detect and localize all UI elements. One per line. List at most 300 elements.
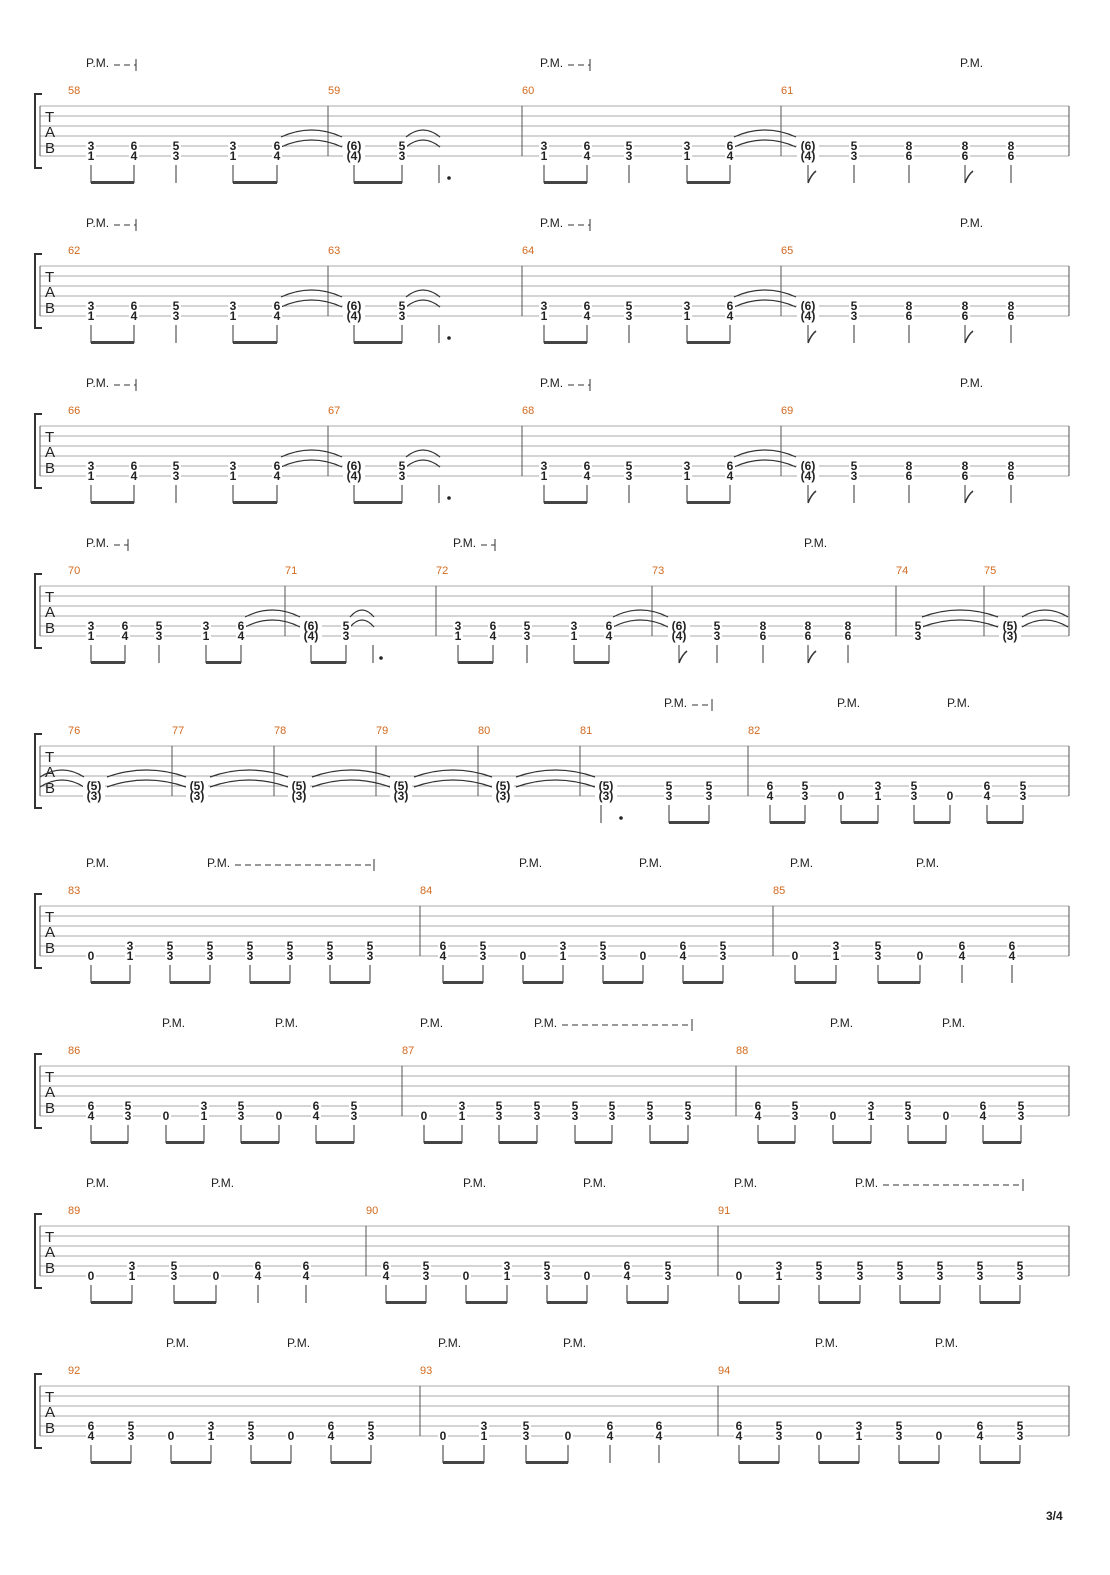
fret-number: 3 [559,939,567,953]
fret-number: 0 [167,1429,175,1443]
fret-number: 1 [458,1109,466,1123]
fret-number: 5 [533,1099,541,1113]
fret-number: 3 [683,139,691,153]
fret-number: 1 [683,149,691,163]
fret-number: 3 [503,1259,511,1273]
fret-number: 3 [1016,1429,1024,1443]
palm-mute-label: P.M. [837,696,861,710]
fret-number: 5 [895,1419,903,1433]
fret-number: 5 [910,779,918,793]
note-beam [424,1141,462,1144]
fret-number: 4 [583,469,591,483]
measure-number: 81 [580,725,593,737]
note-flag [965,491,973,503]
fret-number: 0 [639,949,647,963]
measure-number: 77 [172,725,185,737]
fret-number: 6 [726,139,734,153]
fret-number: 6 [327,1419,335,1433]
note-flag [679,651,687,663]
note-beam [758,1141,795,1144]
fret-number: 6 [583,459,591,473]
note-beam [833,1141,871,1144]
tab-clef-letter: T [45,589,55,606]
note-beam [650,1141,688,1144]
fret-number: 5 [342,619,350,633]
fret-number: 6 [130,459,138,473]
note-beam [233,181,277,184]
fret-number: 3 [522,1429,530,1443]
rhythm-dot [447,496,451,500]
fret-number: 6 [679,939,687,953]
palm-mute-label: P.M. [804,536,828,550]
note-beam [574,661,609,664]
system-bracket [35,94,42,168]
fret-number: 6 [804,629,812,643]
fret-number: 3 [540,459,548,473]
palm-mute-label: P.M. [916,856,940,870]
fret-number: 3 [936,1269,944,1283]
note-flag [965,171,973,183]
fret-number: 1 [229,149,237,163]
note-beam [386,1301,426,1304]
fret-number: 3 [914,629,922,643]
note-beam [91,981,130,984]
note-beam [544,341,587,344]
fret-number: 4 [254,1269,262,1283]
note-beam [603,981,643,984]
fret-number: 5 [398,299,406,313]
fret-number: 3 [705,789,713,803]
fret-number: 3 [398,309,406,323]
tab-clef-letter: T [45,1229,55,1246]
fret-number: 3 [200,1099,208,1113]
fret-number: 0 [942,1109,950,1123]
fret-number: 6 [961,469,969,483]
rhythm-dot [379,656,383,660]
fret-number: 0 [420,1109,428,1123]
fret-number: 5 [719,939,727,953]
note-beam [980,1301,1020,1304]
tab-system [35,536,1069,664]
note-beam [330,981,370,984]
fret-number: 3 [683,459,691,473]
note-beam [316,1141,354,1144]
palm-mute-label: P.M. [540,56,564,70]
fret-number: 5 [495,1099,503,1113]
measure-number: 76 [68,725,81,737]
fret-number: 5 [350,1099,358,1113]
fret-number: 5 [1017,1099,1025,1113]
note-beam [526,1461,568,1464]
note-beam [900,1301,940,1304]
fret-number: 6 [905,309,913,323]
fret-number: 5 [1016,1419,1024,1433]
tab-clef-letter: T [45,429,55,446]
fret-number: 4 [489,629,497,643]
fret-number: 4 [726,469,734,483]
note-flag [965,331,973,343]
fret-number: 4 [237,629,245,643]
fret-number: 5 [665,779,673,793]
fret-number: 6 [382,1259,390,1273]
fret-number: 6 [583,299,591,313]
fret-number: 5 [479,939,487,953]
fret-number: 5 [815,1259,823,1273]
fret-number: (5) [189,779,205,793]
fret-number: 5 [791,1099,799,1113]
measure-number: 82 [748,725,761,737]
fret-number: 3 [166,949,174,963]
palm-mute-label: P.M. [664,696,688,710]
fret-number: (6) [346,139,362,153]
fret-number: (6) [303,619,319,633]
measure-number: 89 [68,1205,81,1217]
fret-number: 3 [646,1109,654,1123]
note-flag [808,171,816,183]
fret-number: 5 [625,459,633,473]
fret-number: 0 [946,789,954,803]
fret-number: 5 [286,939,294,953]
fret-number: 3 [367,1429,375,1443]
fret-number: 3 [127,1429,135,1443]
fret-number: 0 [583,1269,591,1283]
fret-number: (4) [800,469,816,483]
fret-number: 3 [172,149,180,163]
fret-number: 3 [775,1259,783,1273]
note-flag [808,491,816,503]
note-beam [914,821,950,824]
fret-number: 6 [1007,309,1015,323]
fret-number: 4 [1008,949,1016,963]
fret-number: 6 [312,1099,320,1113]
fret-number: 4 [726,149,734,163]
fret-number: 3 [625,309,633,323]
fret-number: (4) [800,149,816,163]
fret-number: 5 [571,1099,579,1113]
fret-number: 5 [856,1259,864,1273]
palm-mute-label: P.M. [639,856,663,870]
fret-number: 6 [1007,149,1015,163]
fret-number: 5 [705,779,713,793]
measure-number: 85 [773,885,786,897]
fret-number: 0 [564,1429,572,1443]
fret-number: 1 [503,1269,511,1283]
fret-number: (3) [1002,629,1018,643]
fret-number: 5 [646,1099,654,1113]
fret-number: 3 [664,1269,672,1283]
measure-number: 79 [376,725,389,737]
fret-number: 0 [462,1269,470,1283]
fret-number: 3 [479,949,487,963]
note-beam [627,1301,668,1304]
palm-mute-label: P.M. [275,1016,299,1030]
fret-number: 3 [342,629,350,643]
note-beam [331,1461,371,1464]
palm-mute-label: P.M. [935,1336,959,1350]
palm-mute-label: P.M. [563,1336,587,1350]
fret-number: 4 [273,309,281,323]
note-beam [354,501,402,504]
fret-number: 0 [519,949,527,963]
fret-number: 0 [212,1269,220,1283]
fret-number: 5 [398,139,406,153]
note-beam [91,661,125,664]
fret-number: 0 [87,1269,95,1283]
fret-number: 5 [172,299,180,313]
fret-number: 3 [480,1419,488,1433]
fret-number: 5 [127,1419,135,1433]
fret-number: 5 [904,1099,912,1113]
fret-number: 6 [958,939,966,953]
note-beam [795,981,836,984]
fret-number: 4 [130,469,138,483]
fret-number: 5 [801,779,809,793]
fret-number: 6 [605,619,613,633]
fret-number: 8 [759,619,767,633]
fret-number: 3 [454,619,462,633]
fret-number: 5 [247,1419,255,1433]
fret-number: 3 [815,1269,823,1283]
fret-number: 3 [850,469,858,483]
tab-system [35,1016,1069,1144]
fret-number: 3 [533,1109,541,1123]
rhythm-dot [619,816,623,820]
fret-number: 8 [804,619,812,633]
fret-number: 4 [87,1109,95,1123]
fret-number: 4 [121,629,129,643]
note-beam [819,1301,860,1304]
note-beam [91,181,134,184]
tab-clef-letter: A [45,444,56,461]
palm-mute-label: P.M. [420,1016,444,1030]
fret-number: 3 [458,1099,466,1113]
fret-number: 3 [801,789,809,803]
note-beam [166,1141,204,1144]
fret-number: 3 [229,139,237,153]
fret-number: 1 [202,629,210,643]
measure-number: 90 [366,1205,379,1217]
tab-clef-letter: A [45,284,56,301]
tab-clef-letter: T [45,1069,55,1086]
fret-number: 0 [916,949,924,963]
note-beam [687,501,730,504]
measure-number: 59 [328,85,341,97]
fret-number: (5) [1002,619,1018,633]
rhythm-dot [447,176,451,180]
fret-number: 4 [623,1269,631,1283]
note-beam [683,981,723,984]
fret-number: 3 [172,469,180,483]
fret-number: (3) [189,789,205,803]
fret-number: 4 [726,309,734,323]
fret-number: 5 [976,1259,984,1273]
note-beam [739,1301,779,1304]
fret-number: 8 [961,459,969,473]
fret-number: 5 [625,139,633,153]
measure-number: 58 [68,85,81,97]
fret-number: 3 [87,459,95,473]
fret-number: 5 [664,1259,672,1273]
note-flag [808,331,816,343]
note-beam [987,821,1023,824]
fret-number: 5 [874,939,882,953]
fret-number: 3 [608,1109,616,1123]
tab-clef-letter: A [45,1084,56,1101]
fret-number: 6 [439,939,447,953]
palm-mute-label: P.M. [86,56,110,70]
system-bracket [35,1374,42,1448]
fret-number: 1 [683,309,691,323]
fret-number: 3 [850,309,858,323]
page-number: 3/4 [1046,1509,1063,1523]
palm-mute-label: P.M. [463,1176,487,1190]
tab-clef-letter: A [45,124,56,141]
note-beam [91,501,134,504]
tab-clef-letter: A [45,1404,56,1421]
tab-system [35,856,1069,984]
measure-number: 93 [420,1365,433,1377]
fret-number: 4 [312,1109,320,1123]
palm-mute-label: P.M. [540,376,564,390]
fret-number: 6 [1008,939,1016,953]
palm-mute-label: P.M. [583,1176,607,1190]
palm-mute-label: P.M. [162,1016,186,1030]
fret-number: 6 [766,779,774,793]
fret-number: 3 [87,299,95,313]
note-beam [687,181,730,184]
tab-clef-letter: A [45,1244,56,1261]
note-beam [819,1461,859,1464]
fret-number: 6 [726,299,734,313]
fret-number: 4 [735,1429,743,1443]
fret-number: 6 [273,299,281,313]
fret-number: 3 [910,789,918,803]
fret-number: (3) [495,789,511,803]
fret-number: 3 [206,949,214,963]
fret-number: 1 [775,1269,783,1283]
fret-number: 4 [983,789,991,803]
palm-mute-label: P.M. [855,1176,879,1190]
fret-number: 5 [850,139,858,153]
fret-number: 3 [625,469,633,483]
fret-number: 4 [130,149,138,163]
note-beam [174,1301,216,1304]
fret-number: 3 [128,1259,136,1273]
fret-number: 5 [172,459,180,473]
fret-number: 4 [87,1429,95,1443]
fret-number: 5 [155,619,163,633]
fret-number: 4 [130,309,138,323]
palm-mute-label: P.M. [287,1336,311,1350]
fret-number: 3 [229,459,237,473]
fret-number: 3 [683,299,691,313]
fret-number: 0 [791,949,799,963]
note-beam [311,661,346,664]
fret-number: (5) [495,779,511,793]
fret-number: 4 [273,149,281,163]
palm-mute-label: P.M. [453,536,477,550]
fret-number: 6 [121,619,129,633]
fret-number: 1 [855,1429,863,1443]
fret-number: (4) [346,469,362,483]
fret-number: (4) [800,309,816,323]
note-beam [171,1461,211,1464]
palm-mute-label: P.M. [207,856,231,870]
measure-number: 91 [718,1205,731,1217]
fret-number: 3 [775,1429,783,1443]
fret-number: 6 [726,459,734,473]
fret-number: 5 [246,939,254,953]
fret-number: 8 [961,299,969,313]
fret-number: (6) [800,459,816,473]
fret-number: 5 [775,1419,783,1433]
measure-number: 69 [781,405,794,417]
fret-number: 1 [540,309,548,323]
fret-number: 3 [87,139,95,153]
fret-number: (3) [291,789,307,803]
measure-number: 92 [68,1365,81,1377]
fret-number: 0 [275,1109,283,1123]
note-beam [980,1461,1020,1464]
palm-mute-label: P.M. [534,1016,558,1030]
fret-number: 0 [87,949,95,963]
palm-mute-label: P.M. [734,1176,758,1190]
fret-number: 3 [895,1429,903,1443]
fret-number: 1 [540,469,548,483]
palm-mute-label: P.M. [86,536,110,550]
fret-number: 4 [958,949,966,963]
palm-mute-label: P.M. [815,1336,839,1350]
fret-number: 3 [855,1419,863,1433]
fret-number: (5) [86,779,102,793]
fret-number: 3 [719,949,727,963]
rhythm-dot [447,336,451,340]
palm-mute-label: P.M. [540,216,564,230]
fret-number: 3 [202,619,210,633]
fret-number: (4) [346,149,362,163]
palm-mute-label: P.M. [830,1016,854,1030]
fret-number: 4 [766,789,774,803]
fret-number: 1 [87,149,95,163]
tab-clef-letter: T [45,1389,55,1406]
tab-clef-letter: B [45,1260,56,1277]
note-beam [841,821,878,824]
note-beam [466,1301,507,1304]
fret-number: 6 [254,1259,262,1273]
fret-number: 6 [905,469,913,483]
fret-number: 3 [867,1099,875,1113]
fret-number: 5 [914,619,922,633]
palm-mute-label: P.M. [86,856,110,870]
fret-number: 5 [172,139,180,153]
fret-number: 1 [229,309,237,323]
measure-number: 68 [522,405,535,417]
fret-number: 3 [1019,789,1027,803]
fret-number: 5 [522,1419,530,1433]
fret-number: 3 [1017,1109,1025,1123]
measure-number: 87 [402,1045,415,1057]
note-beam [251,1461,291,1464]
palm-mute-label: P.M. [86,376,110,390]
note-beam [206,661,241,664]
fret-number: 5 [170,1259,178,1273]
fret-number: 3 [570,619,578,633]
palm-mute-label: P.M. [942,1016,966,1030]
fret-number: 5 [206,939,214,953]
fret-number: 5 [237,1099,245,1113]
fret-number: 5 [326,939,334,953]
fret-number: 5 [713,619,721,633]
